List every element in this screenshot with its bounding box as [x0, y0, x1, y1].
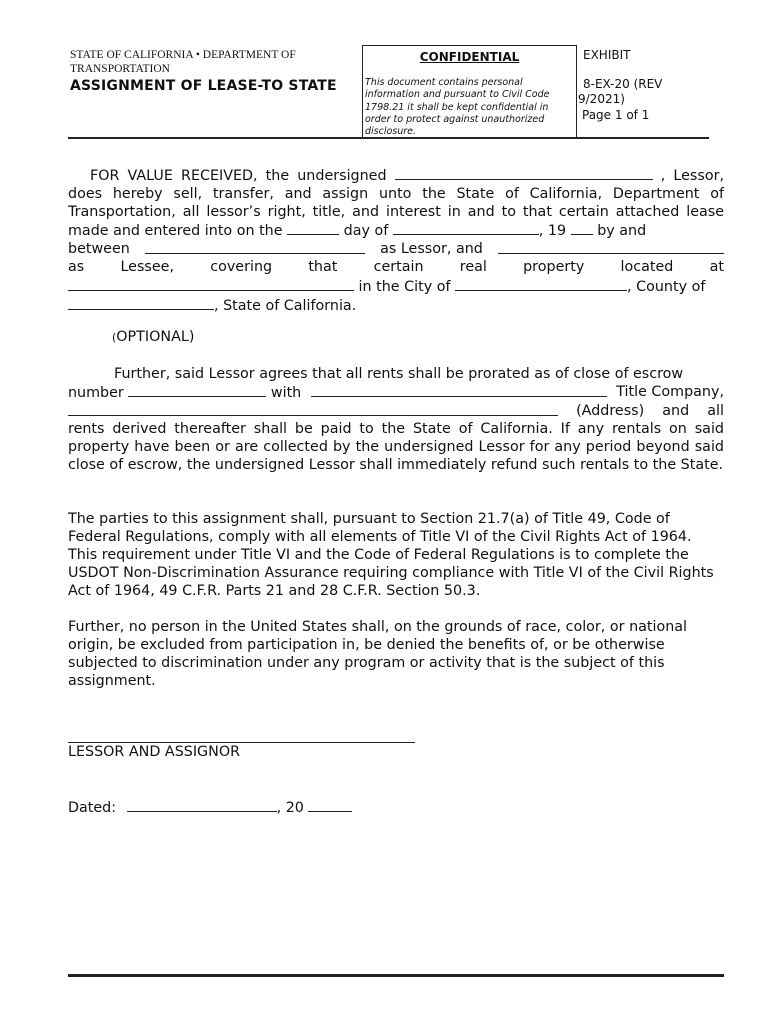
confidential-label: CONFIDENTIAL: [419, 50, 520, 64]
dated-date-field[interactable]: [127, 798, 277, 812]
header-rule: [68, 137, 709, 139]
footer-rule: [68, 974, 724, 977]
paragraph-assignment: FOR VALUE RECEIVED, the undersigned , Lessor, does hereby sell, transfer, and assign unto the State of California, Department of Transportation, all lessor’s right, title, and interest in and to that certain attached lease made and entered into on the day of , 19 by and between as Lessor, and as Lessee, covering that certain real property located at in the City of , County of , State of California.: [68, 168, 724, 314]
form-number-line2: 9/2021): [578, 92, 625, 106]
confidential-notice: This document contains personal information and pursuant to Civil Code 1798.21 it shall be kept confidential in order to protect against unauthorized disclosure.: [365, 77, 550, 138]
between-lessor-field[interactable]: [145, 240, 365, 254]
signature-label: LESSOR AND ASSIGNOR: [68, 744, 241, 760]
confidential-box: [362, 45, 577, 137]
form-number: [578, 77, 678, 107]
exhibit-label: EXHIBIT: [583, 48, 631, 62]
form-title: ASSIGNMENT OF LEASE-TO STATE: [70, 78, 337, 94]
county-field[interactable]: [68, 296, 214, 310]
lessee-name-field[interactable]: [498, 240, 724, 254]
lease-year-field[interactable]: [571, 221, 593, 235]
dated-year-field[interactable]: [308, 798, 352, 812]
lessor-name-field[interactable]: [395, 166, 653, 180]
form-number-line1: 8-EX-20 (REV: [583, 77, 663, 91]
address-field[interactable]: [68, 402, 558, 416]
paragraph-civil-rights: The parties to this assignment shall, pursuant to Section 21.7(a) of Title 49, Code of Federal Regulations, comply with all elements of Title VI of the Civil Rights Act of 1964. This requirement under Title VI and the Code of Federal Regulations is to complete the USDOT Non-Discrimination Assurance requiring compliance with Title VI of the Civil Rights Act of 1964, 49 C.F.R. Parts 21 and 28 C.F.R. Section 50.3.: [68, 511, 714, 600]
optional-label: (OPTIONAL): [112, 329, 195, 345]
escrow-number-field[interactable]: [128, 383, 266, 397]
city-field[interactable]: [455, 277, 627, 291]
agency-name: STATE OF CALIFORNIA • DEPARTMENT OF TRANSPORTATION: [70, 49, 296, 75]
paragraph-non-discrimination: Further, no person in the United States shall, on the grounds of race, color, or national origin, be excluded from participation in, be denied the benefits of, or be otherwise subjected to discrimination under any program or activity that is the subject of this assignment.: [68, 619, 688, 690]
property-location-field[interactable]: [68, 277, 354, 291]
title-company-field[interactable]: [311, 383, 607, 397]
lease-day-field[interactable]: [287, 221, 339, 235]
page-number: Page 1 of 1: [582, 108, 650, 122]
dated-row: Dated: , 20: [68, 798, 468, 817]
paragraph-rents: Further, said Lessor agrees that all rents shall be prorated as of close of escrow number with Title Company, (Address) and all rents derived thereafter shall be paid to the State of California. If any rentals on said property have been or are collected by the undersigned Lessor for any period beyond said close of escrow, the undersigned Lessor shall immediately refund such rentals to the State.: [68, 366, 724, 474]
lease-month-field[interactable]: [393, 221, 539, 235]
